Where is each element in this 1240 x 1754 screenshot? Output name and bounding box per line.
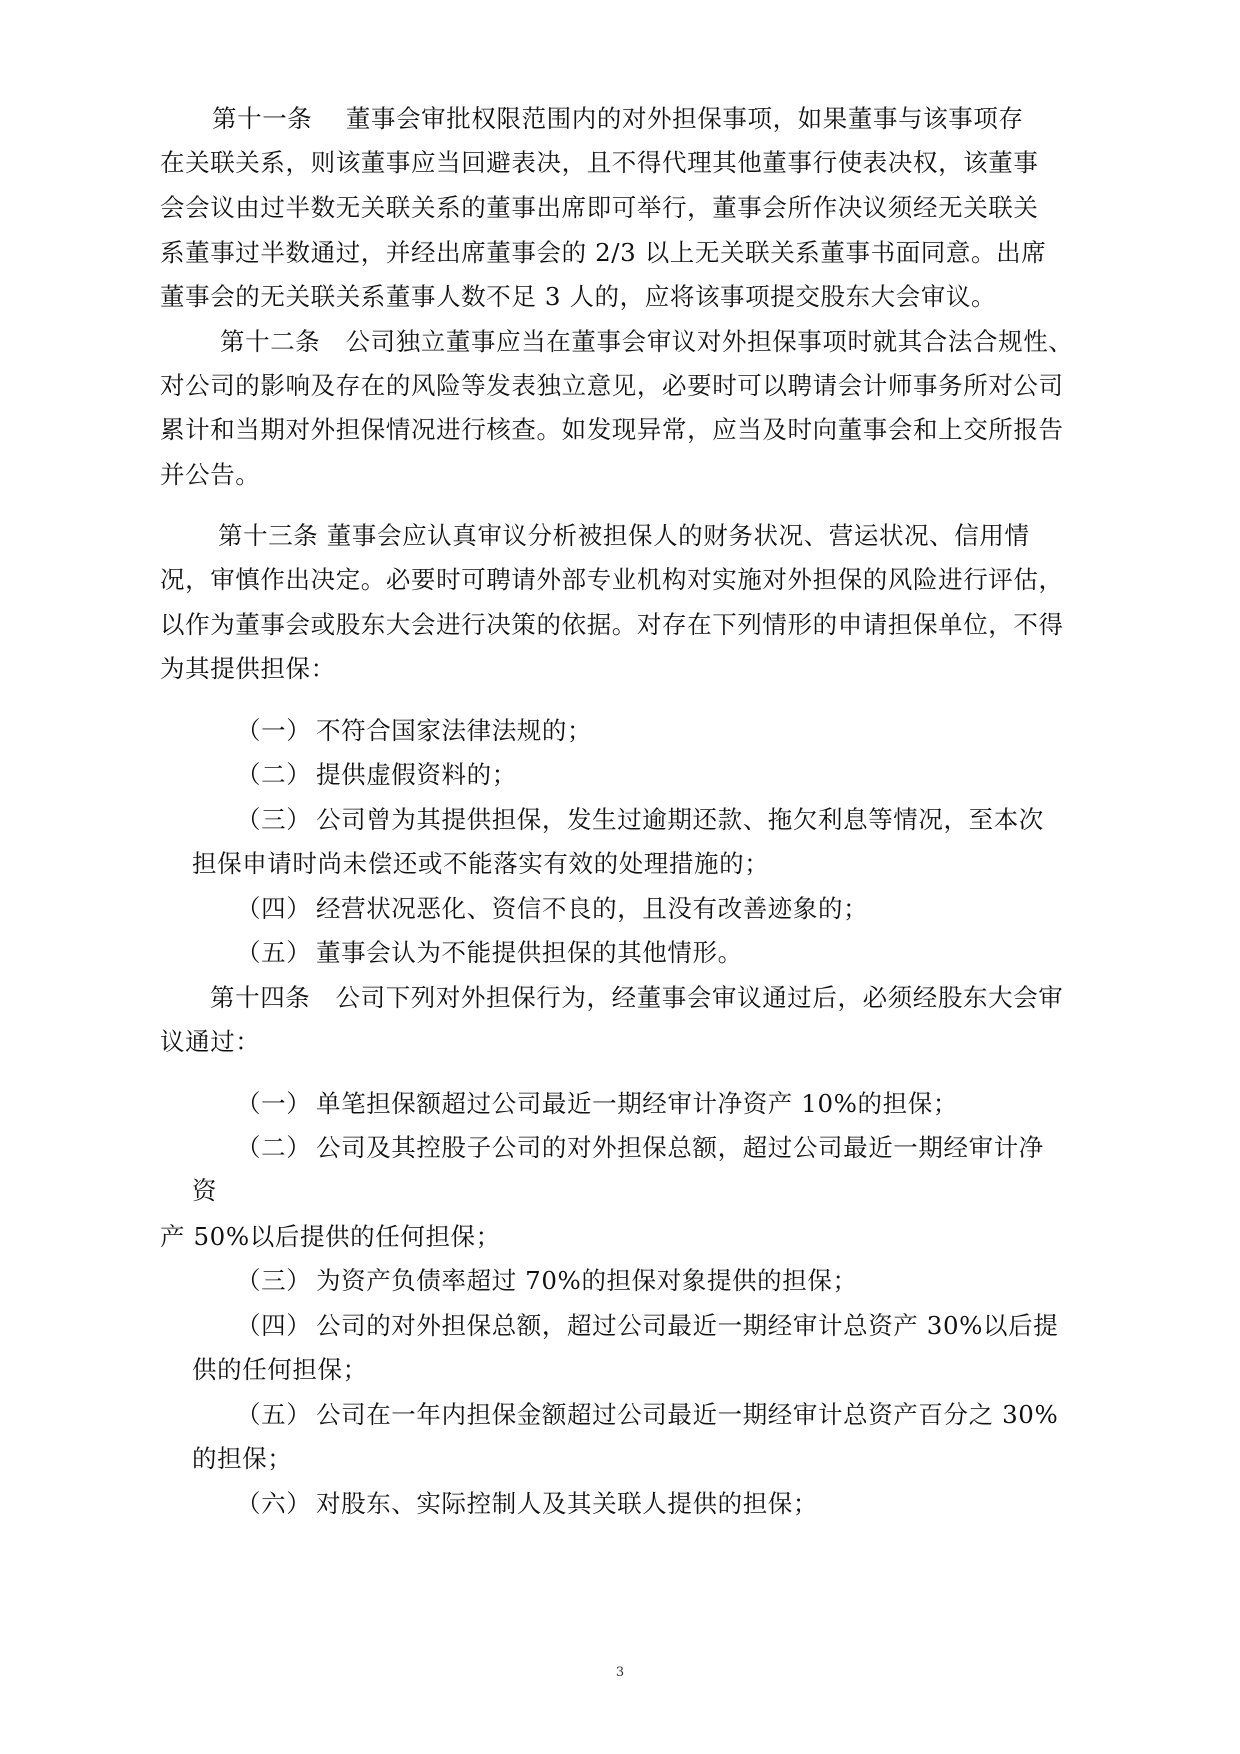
article-13-line-3: 以作为董事会或股东大会进行决策的依据。对存在下列情形的申请担保单位，不得 [160,610,1064,639]
article-14-item-5-text: 公司在一年内担保金额超过公司最近一期经审计总资产百分之 30% [316,1400,1059,1429]
article-14-item-2-number: （二） [236,1133,312,1162]
article-14-item-5-number: （五） [236,1400,312,1429]
article-14-item-2-text: 公司及其控股子公司的对外担保总额，超过公司最近一期经审计净 [316,1133,1044,1162]
article-14-item-4-continuation: 供的任何担保； [192,1355,368,1384]
article-14-item-6-text: 对股东、实际控制人及其关联人提供的担保； [316,1489,818,1518]
article-14-item-2-continuation-2: 产 50%以后提供的任何担保； [160,1222,501,1251]
article-14-item-1-text: 单笔担保额超过公司最近一期经审计净资产 10%的担保； [316,1089,958,1118]
article-13-item-5-text: 董事会认为不能提供担保的其他情形。 [316,938,743,967]
article-12-line-2: 对公司的影响及存在的风险等发表独立意见，必要时可以聘请会计师事务所对公司 [160,371,1064,400]
article-13-line-4: 为其提供担保： [160,654,336,683]
article-13-item-5-number: （五） [236,938,312,967]
article-14-item-6-number: （六） [236,1489,312,1518]
article-13-item-1-number: （一） [236,716,312,745]
article-11-line-1: 第十一条 董事会审批权限范围内的对外担保事项，如果董事与该事项存 [212,104,1024,133]
article-11-line-2: 在关联关系，则该董事应当回避表决，且不得代理其他董事行使表决权，该董事 [160,148,1039,177]
article-14-item-5-continuation: 的担保； [192,1444,293,1473]
article-14-item-4-text: 公司的对外担保总额，超过公司最近一期经审计总资产 30%以后提 [316,1311,1059,1340]
article-13-item-4-number: （四） [236,894,312,923]
article-12-line-1: 第十二条 公司独立董事应当在董事会审议对外担保事项时就其合法合规性、 [220,327,1074,356]
article-12-line-4: 并公告。 [160,460,261,489]
article-14-item-3-number: （三） [236,1266,312,1295]
article-13-item-2-text: 提供虚假资料的； [316,760,517,789]
article-14-item-3-text: 为资产负债率超过 70%的担保对象提供的担保； [316,1266,858,1295]
article-13-item-3-number: （三） [236,805,312,834]
article-14-line-1: 第十四条 公司下列对外担保行为，经董事会审议通过后，必须经股东大会审 [210,983,1064,1012]
article-14-item-4-number: （四） [236,1311,312,1340]
article-11-line-5: 董事会的无关联关系董事人数不足 3 人的，应将该事项提交股东大会审议。 [160,282,997,311]
article-14-line-2: 议通过： [160,1027,261,1056]
article-13-item-2-number: （二） [236,760,312,789]
article-14-item-1-number: （一） [236,1089,312,1118]
article-14-item-2-continuation: 资 [192,1176,218,1205]
article-13-item-4-text: 经营状况恶化、资信不良的，且没有改善迹象的； [316,894,869,923]
article-11-line-3: 会会议由过半数无关联关系的董事出席即可举行，董事会所作决议须经无关联关 [160,193,1039,222]
article-13-item-1-text: 不符合国家法律法规的； [316,716,593,745]
article-13-line-2: 况，审慎作出决定。必要时可聘请外部专业机构对实施对外担保的风险进行评估， [160,565,1064,594]
article-13-item-3-text: 公司曾为其提供担保，发生过逾期还款、拖欠利息等情况，至本次 [316,805,1044,834]
article-13-item-3-continuation: 担保申请时尚未偿还或不能落实有效的处理措施的； [192,849,770,878]
article-12-line-3: 累计和当期对外担保情况进行核查。如发现异常，应当及时向董事会和上交所报告 [160,415,1064,444]
article-13-line-1: 第十三条 董事会应认真审议分析被担保人的财务状况、营运状况、信用情 [218,521,1030,550]
article-11-line-4: 系董事过半数通过，并经出席董事会的 2/3 以上无关联关系董事书面同意。出席 [160,238,1047,267]
page-number: 3 [615,1665,625,1680]
